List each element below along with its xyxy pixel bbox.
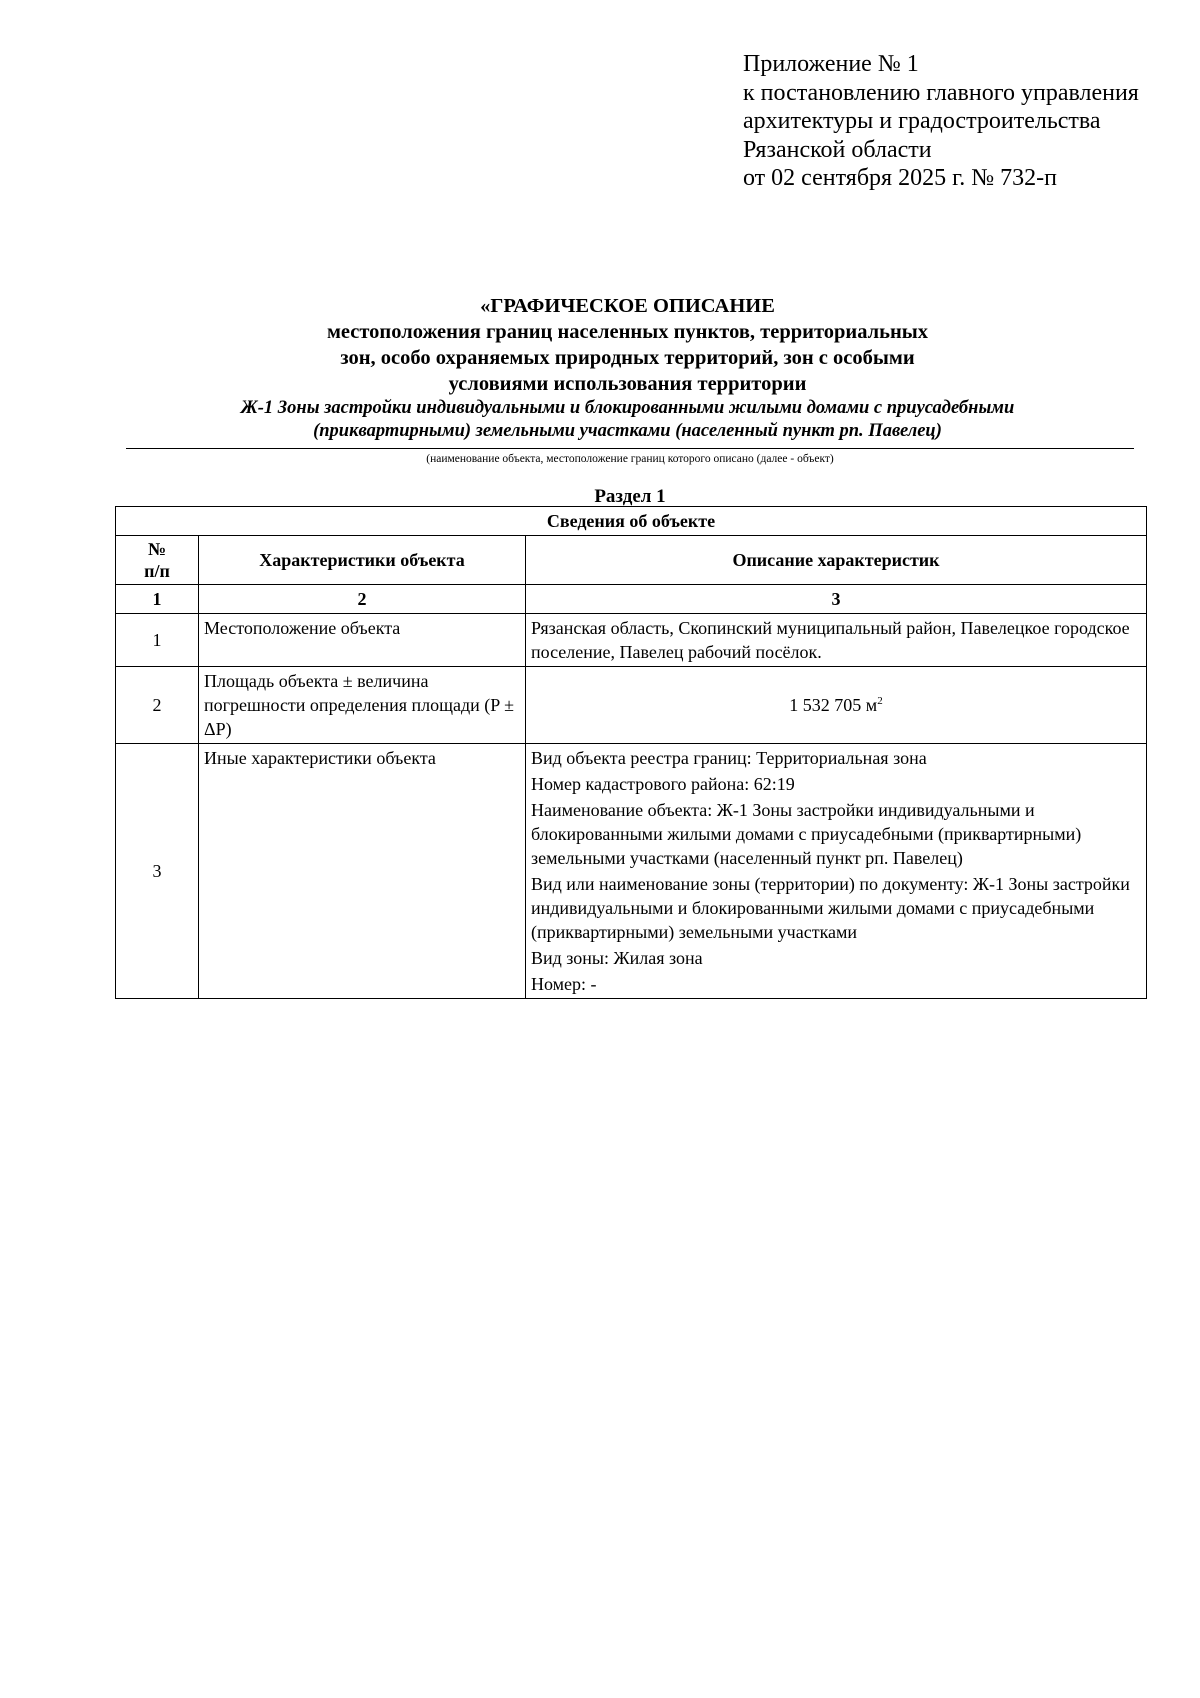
column-number: 1 — [116, 585, 199, 614]
row-number: 1 — [116, 614, 199, 667]
appendix-block — [743, 50, 1163, 193]
row-number: 3 — [116, 744, 199, 999]
characteristic-cell: Иные характеристики объекта — [199, 744, 526, 999]
appendix-line: Приложение № 1 — [743, 51, 919, 77]
appendix-line: Рязанской области — [743, 136, 932, 163]
column-header-description: Описание характеристик — [526, 536, 1147, 585]
object-name-line: (приквартирными) земельными участками (населенный пункт рп. Павелец) — [313, 421, 942, 441]
description-line: Наименование объекта: Ж-1 Зоны застройки индивидуальными и блокированными жилыми домами с приусадебными (приквартирными) земельными участками (населенный пункт рп. Павелец) — [531, 800, 1082, 868]
description-line: Вид зоны: Жилая зона — [531, 948, 703, 968]
object-info-table — [115, 506, 1147, 999]
title-line: «ГРАФИЧЕСКОЕ ОПИСАНИЕ — [480, 295, 775, 317]
description-line: Вид объекта реестра границ: Территориальная зона — [531, 748, 927, 768]
document-title — [120, 293, 1135, 443]
column-number: 2 — [199, 585, 526, 614]
title-line: зон, особо охраняемых природных территорий, зон с особыми — [340, 347, 915, 369]
column-header-characteristic: Характеристики объекта — [199, 536, 526, 585]
object-name-underline — [126, 448, 1134, 449]
table-header: Сведения об объекте — [116, 507, 1147, 536]
description-line: Номер кадастрового района: 62:19 — [531, 774, 795, 794]
area-value: 1 532 705 м — [789, 695, 878, 715]
appendix-line: от 02 сентября 2025 г. № 732-п — [743, 165, 1057, 191]
area-unit-superscript: 2 — [877, 695, 883, 707]
appendix-line: к постановлению главного управления — [743, 79, 1139, 106]
description-line: Номер: - — [531, 974, 597, 994]
table-row — [116, 614, 1147, 667]
description-cell — [526, 744, 1147, 999]
table-row — [116, 667, 1147, 744]
object-name-line: Ж-1 Зоны застройки индивидуальными и блокированными жилыми домами с приусадебными — [240, 398, 1015, 418]
title-line: условиями использования территории — [448, 373, 807, 395]
column-header-number: № п/п — [116, 536, 199, 585]
row-number: 2 — [116, 667, 199, 744]
table-row — [116, 744, 1147, 999]
column-number: 3 — [526, 585, 1147, 614]
appendix-line: архитектуры и градостроительства — [743, 108, 1101, 134]
description-cell: Рязанская область, Скопинский муниципальный район, Павелецкое городское поселение, Павелец рабочий посёлок. — [526, 614, 1147, 667]
description-line: Вид или наименование зоны (территории) по документу: Ж-1 Зоны застройки индивидуальными и блокированными жилыми домами с приусадебными (приквартирными) земельными участками — [531, 874, 1130, 942]
area-value-cell — [526, 667, 1147, 744]
characteristic-cell: Площадь объекта ± величина погрешности определения площади (P ± ΔP) — [199, 667, 526, 744]
object-name-caption: (наименование объекта, местоположение границ которого описано (далее - объект) — [426, 453, 834, 465]
title-line: местоположения границ населенных пунктов, территориальных — [326, 321, 929, 343]
characteristic-cell: Местоположение объекта — [199, 614, 526, 667]
section-title: Раздел 1 — [594, 486, 666, 507]
